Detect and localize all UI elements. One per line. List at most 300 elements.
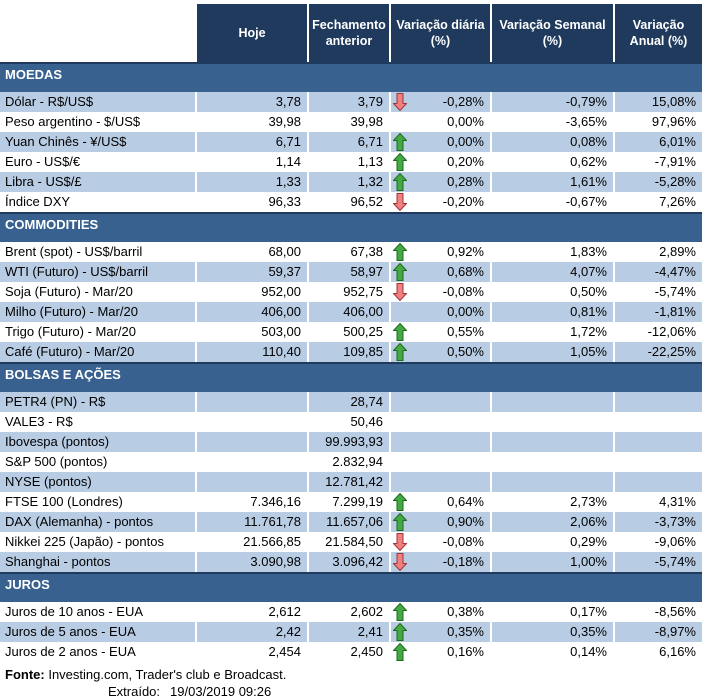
- fechamento-cell[interactable]: [307, 132, 389, 152]
- fechamento-cell[interactable]: [307, 242, 389, 262]
- variacao-anual-cell[interactable]: [613, 172, 702, 192]
- extracted-label: Extraído:: [108, 684, 161, 699]
- column-header-variacao-semanal[interactable]: Variação Semanal (%): [490, 4, 613, 62]
- variacao-semanal-cell[interactable]: [490, 242, 613, 262]
- semanal-value: 0,81%: [570, 304, 607, 319]
- up-arrow-icon: [393, 173, 407, 191]
- table-row: [0, 452, 702, 472]
- table-row: [0, 512, 702, 532]
- hoje-cell[interactable]: [195, 432, 307, 452]
- row-label-cell[interactable]: [0, 322, 195, 342]
- semanal-value: 1,00%: [570, 554, 607, 569]
- row-label-cell[interactable]: [0, 642, 195, 662]
- table-row: [0, 602, 702, 622]
- hoje-value: 21.566,85: [243, 534, 301, 549]
- variacao-semanal-cell[interactable]: [490, 492, 613, 512]
- hoje-cell[interactable]: [195, 472, 307, 492]
- variacao-diaria-cell[interactable]: [389, 412, 490, 432]
- semanal-value: 1,83%: [570, 244, 607, 259]
- label-value: Café (Futuro) - Mar/20: [5, 344, 135, 359]
- fechamento-value: 2,450: [350, 644, 383, 659]
- table-row: [0, 342, 702, 362]
- fechamento-cell[interactable]: [307, 412, 389, 432]
- variacao-diaria-cell[interactable]: [389, 472, 490, 492]
- fechamento-cell[interactable]: [307, 392, 389, 412]
- row-label-cell[interactable]: [0, 552, 195, 572]
- variacao-anual-cell[interactable]: [613, 302, 702, 322]
- semanal-value: 0,35%: [570, 624, 607, 639]
- row-label-cell[interactable]: [0, 262, 195, 282]
- hoje-value: 1,33: [275, 174, 301, 189]
- label-value: Yuan Chinês - ¥/US$: [5, 134, 127, 149]
- variacao-anual-cell[interactable]: [613, 262, 702, 282]
- table-header-row: [0, 4, 702, 62]
- variacao-semanal-cell[interactable]: [490, 322, 613, 342]
- variacao-semanal-cell[interactable]: [490, 262, 613, 282]
- fechamento-value: 500,25: [343, 324, 383, 339]
- fechamento-cell[interactable]: [307, 192, 389, 212]
- semanal-value: -0,67%: [565, 194, 607, 209]
- label-value: Juros de 5 anos - EUA: [5, 624, 136, 639]
- label-value: Soja (Futuro) - Mar/20: [5, 284, 133, 299]
- anual-value: -5,28%: [654, 174, 696, 189]
- hoje-cell[interactable]: [195, 322, 307, 342]
- variacao-diaria-cell[interactable]: [389, 322, 490, 342]
- label-value: FTSE 100 (Londres): [5, 494, 123, 509]
- table-row: [0, 262, 702, 282]
- variacao-anual-cell[interactable]: [613, 242, 702, 262]
- row-label-cell[interactable]: [0, 622, 195, 642]
- variacao-semanal-cell[interactable]: [490, 92, 613, 112]
- anual-value: -1,81%: [654, 304, 696, 319]
- variacao-anual-cell[interactable]: [613, 602, 702, 622]
- fechamento-cell[interactable]: [307, 322, 389, 342]
- variacao-diaria-cell[interactable]: [389, 642, 490, 662]
- variacao-anual-cell[interactable]: [613, 392, 702, 412]
- fechamento-value: 12.781,42: [325, 474, 383, 489]
- variacao-anual-cell[interactable]: [613, 92, 702, 112]
- variacao-diaria-cell[interactable]: [389, 342, 490, 362]
- up-arrow-icon: [393, 603, 407, 621]
- table-row: [0, 322, 702, 342]
- fechamento-cell[interactable]: [307, 622, 389, 642]
- diaria-value: -0,20%: [442, 194, 484, 209]
- variacao-anual-cell[interactable]: [613, 112, 702, 132]
- fechamento-cell[interactable]: [307, 282, 389, 302]
- label-value: Euro - US$/€: [5, 154, 81, 169]
- label-value: Trigo (Futuro) - Mar/20: [5, 324, 136, 339]
- up-arrow-icon: [393, 643, 407, 661]
- row-label-cell[interactable]: [0, 492, 195, 512]
- variacao-diaria-cell[interactable]: [389, 622, 490, 642]
- hoje-cell[interactable]: [195, 642, 307, 662]
- label-value: Nikkei 225 (Japão) - pontos: [5, 534, 164, 549]
- variacao-diaria-cell[interactable]: [389, 192, 490, 212]
- row-label-cell[interactable]: [0, 512, 195, 532]
- hoje-cell[interactable]: [195, 552, 307, 572]
- hoje-value: 7.346,16: [250, 494, 301, 509]
- variacao-anual-cell[interactable]: [613, 342, 702, 362]
- hoje-cell[interactable]: [195, 242, 307, 262]
- section-title: BOLSAS E AÇÕES: [5, 367, 121, 382]
- hoje-cell[interactable]: [195, 532, 307, 552]
- hoje-cell[interactable]: [195, 412, 307, 432]
- variacao-anual-cell[interactable]: [613, 622, 702, 642]
- variacao-diaria-cell[interactable]: [389, 262, 490, 282]
- variacao-semanal-cell[interactable]: [490, 552, 613, 572]
- fechamento-value: 28,74: [350, 394, 383, 409]
- semanal-value: 1,72%: [570, 324, 607, 339]
- hoje-cell[interactable]: [195, 132, 307, 152]
- variacao-diaria-cell[interactable]: [389, 552, 490, 572]
- fechamento-value: 2.832,94: [332, 454, 383, 469]
- anual-value: -12,06%: [647, 324, 696, 339]
- row-label-cell[interactable]: [0, 532, 195, 552]
- fechamento-cell[interactable]: [307, 432, 389, 452]
- fechamento-cell[interactable]: [307, 302, 389, 322]
- hoje-cell[interactable]: [195, 392, 307, 412]
- section-title: JUROS: [5, 577, 50, 592]
- source-line: [0, 666, 702, 683]
- table-footer: [0, 662, 702, 700]
- fechamento-cell[interactable]: [307, 642, 389, 662]
- label-value: S&P 500 (pontos): [5, 454, 108, 469]
- diaria-value: 0,50%: [447, 344, 484, 359]
- variacao-semanal-cell[interactable]: [490, 432, 613, 452]
- variacao-semanal-cell[interactable]: [490, 152, 613, 172]
- hoje-cell[interactable]: [195, 622, 307, 642]
- hoje-cell[interactable]: [195, 92, 307, 112]
- column-header-hoje[interactable]: Hoje: [195, 4, 307, 62]
- label-value: DAX (Alemanha) - pontos: [5, 514, 154, 529]
- row-label-cell[interactable]: [0, 392, 195, 412]
- variacao-anual-cell[interactable]: [613, 152, 702, 172]
- hoje-cell[interactable]: [195, 602, 307, 622]
- fechamento-value: 11.657,06: [326, 514, 383, 529]
- variacao-semanal-cell[interactable]: [490, 622, 613, 642]
- fechamento-value: 2,41: [357, 624, 383, 639]
- anual-value: -4,47%: [654, 264, 696, 279]
- row-label-cell[interactable]: [0, 192, 195, 212]
- section-title: COMMODITIES: [5, 217, 99, 232]
- section-band-commodities[interactable]: [0, 212, 702, 242]
- fechamento-value: 109,85: [343, 344, 383, 359]
- fechamento-value: 6,71: [357, 134, 383, 149]
- down-arrow-icon: [393, 93, 407, 111]
- hoje-value: 2,612: [268, 604, 301, 619]
- diaria-value: -0,08%: [442, 284, 484, 299]
- hoje-cell[interactable]: [195, 282, 307, 302]
- anual-value: 6,16%: [659, 644, 696, 659]
- fechamento-cell[interactable]: [307, 172, 389, 192]
- variacao-semanal-cell[interactable]: [490, 412, 613, 432]
- hoje-cell[interactable]: [195, 512, 307, 532]
- column-header-variacao-diaria[interactable]: Variação diária (%): [389, 4, 490, 62]
- diaria-value: 0,92%: [447, 244, 484, 259]
- fechamento-value: 39,98: [350, 114, 383, 129]
- variacao-semanal-cell[interactable]: [490, 342, 613, 362]
- hoje-value: 3.090,98: [250, 554, 301, 569]
- fechamento-cell[interactable]: [307, 602, 389, 622]
- hoje-value: 39,98: [268, 114, 301, 129]
- table-row: [0, 152, 702, 172]
- up-arrow-icon: [393, 243, 407, 261]
- variacao-anual-cell[interactable]: [613, 642, 702, 662]
- variacao-diaria-cell[interactable]: [389, 492, 490, 512]
- row-label-cell[interactable]: [0, 152, 195, 172]
- variacao-diaria-cell[interactable]: [389, 432, 490, 452]
- row-label-cell[interactable]: [0, 452, 195, 472]
- down-arrow-icon: [393, 533, 407, 551]
- label-value: Milho (Futuro) - Mar/20: [5, 304, 138, 319]
- fechamento-cell[interactable]: [307, 262, 389, 282]
- hoje-cell[interactable]: [195, 192, 307, 212]
- table-row: [0, 412, 702, 432]
- hoje-cell[interactable]: [195, 112, 307, 132]
- diaria-value: 0,68%: [447, 264, 484, 279]
- column-header-variacao-anual[interactable]: Variação Anual (%): [613, 4, 702, 62]
- hoje-value: 406,00: [261, 304, 301, 319]
- table-row: [0, 242, 702, 262]
- fechamento-value: 3,79: [357, 94, 383, 109]
- anual-value: 15,08%: [651, 94, 696, 109]
- label-value: Dólar - R$/US$: [5, 94, 94, 109]
- fechamento-value: 1,13: [357, 154, 383, 169]
- table-row: [0, 92, 702, 112]
- fechamento-value: 21.584,50: [325, 534, 383, 549]
- anual-value: 4,31%: [659, 494, 696, 509]
- variacao-anual-cell[interactable]: [613, 512, 702, 532]
- fechamento-value: 58,97: [350, 264, 383, 279]
- diaria-value: 0,90%: [447, 514, 484, 529]
- semanal-value: 0,29%: [570, 534, 607, 549]
- hoje-value: 503,00: [261, 324, 301, 339]
- row-label-cell[interactable]: [0, 602, 195, 622]
- semanal-value: 0,17%: [570, 604, 607, 619]
- source-label: Fonte:: [5, 667, 45, 682]
- column-header-fechamento[interactable]: Fechamento anterior: [307, 4, 389, 62]
- table-row: [0, 302, 702, 322]
- diaria-value: -0,28%: [442, 94, 484, 109]
- variacao-semanal-cell[interactable]: [490, 602, 613, 622]
- row-label-cell[interactable]: [0, 172, 195, 192]
- anual-value: -22,25%: [647, 344, 696, 359]
- variacao-anual-cell[interactable]: [613, 192, 702, 212]
- hoje-value: 952,00: [261, 284, 301, 299]
- variacao-anual-cell[interactable]: [613, 452, 702, 472]
- fechamento-cell[interactable]: [307, 492, 389, 512]
- fechamento-cell[interactable]: [307, 112, 389, 132]
- table-row: [0, 132, 702, 152]
- table-row: [0, 472, 702, 492]
- variacao-semanal-cell[interactable]: [490, 132, 613, 152]
- table-row: [0, 282, 702, 302]
- hoje-cell[interactable]: [195, 262, 307, 282]
- row-label-cell[interactable]: [0, 432, 195, 452]
- variacao-diaria-cell[interactable]: [389, 132, 490, 152]
- row-label-cell[interactable]: [0, 92, 195, 112]
- row-label-cell[interactable]: [0, 472, 195, 492]
- variacao-diaria-cell[interactable]: [389, 112, 490, 132]
- fechamento-cell[interactable]: [307, 552, 389, 572]
- variacao-diaria-cell[interactable]: [389, 392, 490, 412]
- variacao-semanal-cell[interactable]: [490, 172, 613, 192]
- variacao-diaria-cell[interactable]: [389, 242, 490, 262]
- hoje-cell[interactable]: [195, 302, 307, 322]
- variacao-anual-cell[interactable]: [613, 322, 702, 342]
- semanal-value: 0,62%: [570, 154, 607, 169]
- label-value: WTI (Futuro) - US$/barril: [5, 264, 149, 279]
- label-value: Shanghai - pontos: [5, 554, 111, 569]
- hoje-cell[interactable]: [195, 172, 307, 192]
- variacao-anual-cell[interactable]: [613, 492, 702, 512]
- fechamento-value: 99.993,93: [325, 434, 383, 449]
- variacao-semanal-cell[interactable]: [490, 112, 613, 132]
- variacao-semanal-cell[interactable]: [490, 452, 613, 472]
- sections-container: [0, 62, 702, 662]
- semanal-value: 0,14%: [570, 644, 607, 659]
- variacao-semanal-cell[interactable]: [490, 512, 613, 532]
- diaria-value: -0,08%: [442, 534, 484, 549]
- semanal-value: -0,79%: [565, 94, 607, 109]
- up-arrow-icon: [393, 323, 407, 341]
- table-row: [0, 192, 702, 212]
- variacao-semanal-cell[interactable]: [490, 472, 613, 492]
- diaria-value: 0,00%: [447, 304, 484, 319]
- row-label-cell[interactable]: [0, 132, 195, 152]
- anual-value: 7,26%: [659, 194, 696, 209]
- diaria-value: 0,20%: [447, 154, 484, 169]
- hoje-value: 11.761,78: [244, 514, 301, 529]
- anual-value: -5,74%: [654, 284, 696, 299]
- section-band-bolsas-e-acoes[interactable]: [0, 362, 702, 392]
- fechamento-cell[interactable]: [307, 472, 389, 492]
- hoje-cell[interactable]: [195, 342, 307, 362]
- variacao-semanal-cell[interactable]: [490, 642, 613, 662]
- table-row: [0, 392, 702, 412]
- variacao-diaria-cell[interactable]: [389, 602, 490, 622]
- variacao-diaria-cell[interactable]: [389, 452, 490, 472]
- row-label-cell[interactable]: [0, 282, 195, 302]
- variacao-diaria-cell[interactable]: [389, 302, 490, 322]
- anual-value: -3,73%: [654, 514, 696, 529]
- variacao-anual-cell[interactable]: [613, 412, 702, 432]
- variacao-semanal-cell[interactable]: [490, 302, 613, 322]
- up-arrow-icon: [393, 513, 407, 531]
- variacao-semanal-cell[interactable]: [490, 392, 613, 412]
- table-row: [0, 552, 702, 572]
- hoje-cell[interactable]: [195, 452, 307, 472]
- variacao-diaria-cell[interactable]: [389, 532, 490, 552]
- variacao-diaria-cell[interactable]: [389, 152, 490, 172]
- table-row: [0, 432, 702, 452]
- extracted-timestamp: 19/03/2019 09:26: [170, 684, 272, 699]
- hoje-cell[interactable]: [195, 152, 307, 172]
- down-arrow-icon: [393, 193, 407, 211]
- hoje-value: 1,14: [275, 154, 301, 169]
- hoje-cell[interactable]: [195, 492, 307, 512]
- hoje-value: 2,42: [275, 624, 301, 639]
- fechamento-value: 3.096,42: [332, 554, 383, 569]
- variacao-anual-cell[interactable]: [613, 552, 702, 572]
- fechamento-cell[interactable]: [307, 452, 389, 472]
- label-value: Libra - US$/£: [5, 174, 82, 189]
- label-value: Juros de 2 anos - EUA: [5, 644, 136, 659]
- fechamento-cell[interactable]: [307, 342, 389, 362]
- up-arrow-icon: [393, 263, 407, 281]
- fechamento-cell[interactable]: [307, 532, 389, 552]
- up-arrow-icon: [393, 623, 407, 641]
- fechamento-cell[interactable]: [307, 152, 389, 172]
- fechamento-value: 67,38: [350, 244, 383, 259]
- variacao-anual-cell[interactable]: [613, 282, 702, 302]
- anual-value: 2,89%: [659, 244, 696, 259]
- variacao-anual-cell[interactable]: [613, 532, 702, 552]
- fechamento-value: 406,00: [343, 304, 383, 319]
- anual-value: -8,56%: [654, 604, 696, 619]
- row-label-cell[interactable]: [0, 112, 195, 132]
- table-row: [0, 172, 702, 192]
- variacao-anual-cell[interactable]: [613, 472, 702, 492]
- section-band-juros[interactable]: [0, 572, 702, 602]
- variacao-diaria-cell[interactable]: [389, 92, 490, 112]
- row-label-cell[interactable]: [0, 302, 195, 322]
- hoje-value: 3,78: [275, 94, 301, 109]
- hoje-value: 2,454: [268, 644, 301, 659]
- variacao-diaria-cell[interactable]: [389, 172, 490, 192]
- row-label-cell[interactable]: [0, 242, 195, 262]
- variacao-semanal-cell[interactable]: [490, 192, 613, 212]
- hoje-value: 110,40: [262, 344, 301, 359]
- up-arrow-icon: [393, 343, 407, 361]
- variacao-semanal-cell[interactable]: [490, 532, 613, 552]
- extracted-line: [0, 683, 702, 700]
- row-label-cell[interactable]: [0, 342, 195, 362]
- semanal-value: 1,61%: [570, 174, 607, 189]
- fechamento-value: 952,75: [343, 284, 383, 299]
- fechamento-cell[interactable]: [307, 512, 389, 532]
- semanal-value: 0,08%: [570, 134, 607, 149]
- section-title: MOEDAS: [5, 67, 63, 82]
- up-arrow-icon: [393, 493, 407, 511]
- source-text: Investing.com, Trader's club e Broadcast.: [44, 667, 287, 682]
- diaria-value: 0,38%: [447, 604, 484, 619]
- variacao-anual-cell[interactable]: [613, 432, 702, 452]
- variacao-anual-cell[interactable]: [613, 132, 702, 152]
- label-value: PETR4 (PN) - R$: [5, 394, 106, 409]
- fechamento-value: 1,32: [357, 174, 383, 189]
- row-label-cell[interactable]: [0, 412, 195, 432]
- semanal-value: 4,07%: [570, 264, 607, 279]
- down-arrow-icon: [393, 553, 407, 571]
- fechamento-cell[interactable]: [307, 92, 389, 112]
- label-value: Ibovespa (pontos): [5, 434, 110, 449]
- table-row: [0, 492, 702, 512]
- diaria-value: 0,00%: [447, 114, 484, 129]
- fechamento-value: 2,602: [350, 604, 383, 619]
- semanal-value: 1,05%: [570, 344, 607, 359]
- variacao-diaria-cell[interactable]: [389, 282, 490, 302]
- fechamento-value: 50,46: [350, 414, 383, 429]
- diaria-value: 0,55%: [447, 324, 484, 339]
- diaria-value: 0,00%: [447, 134, 484, 149]
- hoje-value: 96,33: [268, 194, 301, 209]
- variacao-semanal-cell[interactable]: [490, 282, 613, 302]
- section-band-moedas[interactable]: [0, 62, 702, 92]
- variacao-diaria-cell[interactable]: [389, 512, 490, 532]
- diaria-value: 0,64%: [447, 494, 484, 509]
- label-value: Juros de 10 anos - EUA: [5, 604, 144, 619]
